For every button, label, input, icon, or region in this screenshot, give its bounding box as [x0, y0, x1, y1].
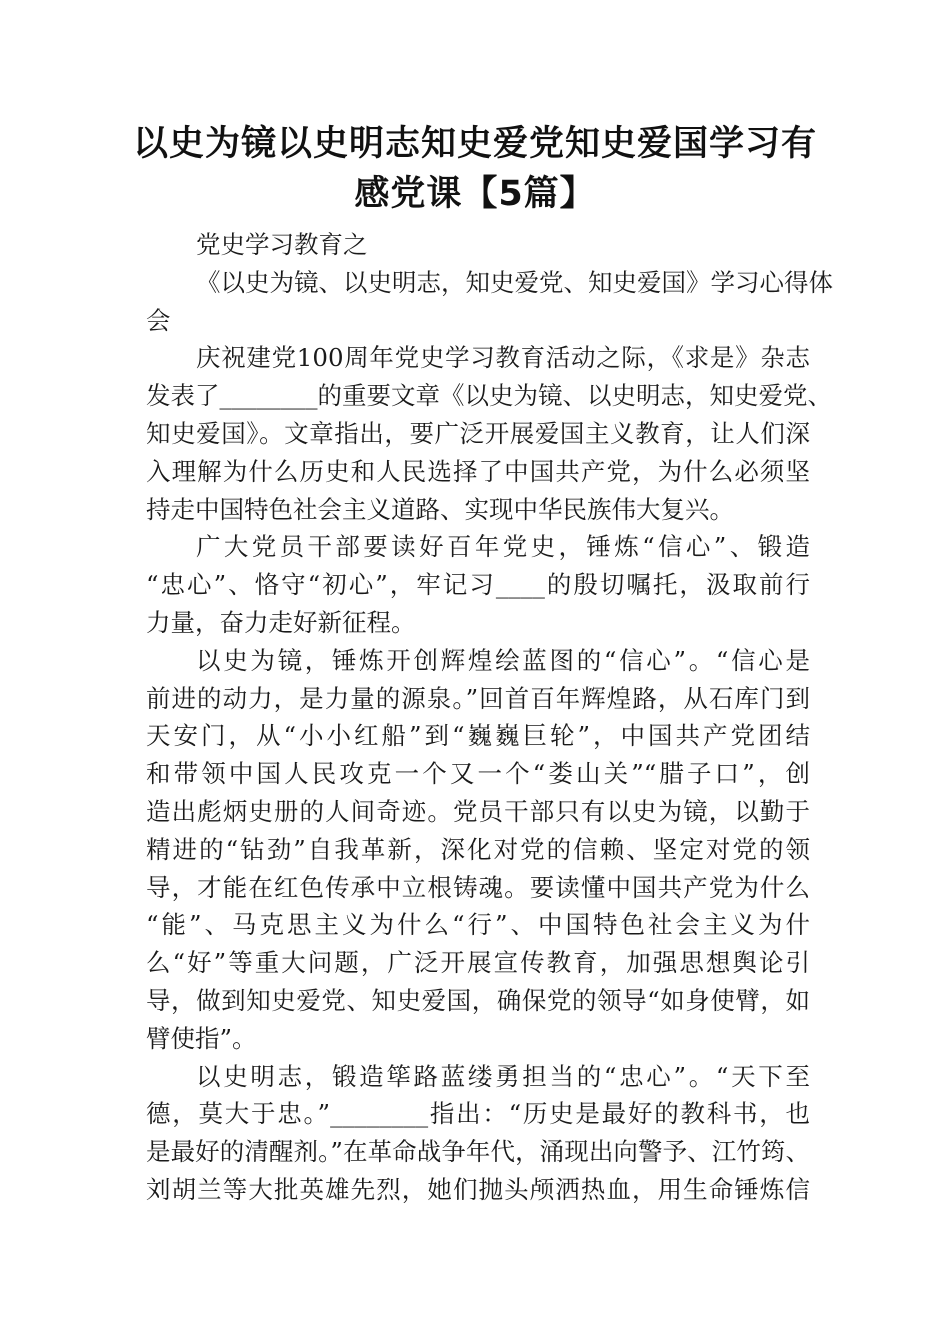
text-line: 《以史为镜、以史明志，知史爱党、知史爱国》学习心得体	[196, 267, 833, 297]
text-line: 以史明志，锻造筚路蓝缕勇担当的“忠心”。“天下至	[196, 1061, 810, 1091]
text-line: 造出彪炳史册的人间奇迹。党员干部只有以史为镜，以勤于	[146, 796, 810, 826]
text-line: 德，莫大于忠。”________指出：“历史是最好的教科书，也	[146, 1099, 810, 1129]
text-line: 入理解为什么历史和人民选择了中国共产党，为什么必须坚	[146, 456, 810, 486]
text-line: 导，才能在红色传承中立根铸魂。要读懂中国共产党为什么	[146, 872, 810, 902]
text-line: 和带领中国人民攻克一个又一个“娄山关”“腊子口”，创	[146, 759, 810, 789]
text-line: 前进的动力，是力量的源泉。”回首百年辉煌路，从石库门到	[146, 683, 810, 713]
text-line: “忠心”、恪守“初心”，牢记习____的殷切嘱托，汲取前行	[146, 570, 810, 600]
text-line: 庆祝建党100周年党史学习教育活动之际，《求是》杂志	[196, 343, 810, 373]
document-title-line-2: 感党课【5篇】	[354, 174, 596, 214]
document-body	[146, 226, 833, 1209]
text-line: “能”、马克思主义为什么“行”、中国特色社会主义为什	[146, 910, 810, 940]
text-line: 精进的“钻劲”自我革新，深化对党的信赖、坚定对党的领	[146, 834, 810, 864]
text-line: 么“好”等重大问题，广泛开展宣传教育，加强思想舆论引	[146, 948, 810, 978]
document-title-line-1: 以史为镜以史明志知史爱党知史爱国学习有	[132, 124, 817, 164]
text-line: 持走中国特色社会主义道路、实现中华民族伟大复兴。	[146, 494, 734, 524]
text-line: 以史为镜，锤炼开创辉煌绘蓝图的“信心”。“信心是	[196, 645, 810, 675]
text-line: 刘胡兰等大批英雄先烈，她们抛头颅洒热血，用生命锤炼信	[146, 1174, 810, 1204]
text-line: 是最好的清醒剂。”在革命战争年代，涌现出向警予、江竹筠、	[146, 1137, 810, 1167]
text-line: 党史学习教育之	[196, 230, 368, 259]
text-line: 知史爱国》。文章指出，要广泛开展爱国主义教育，让人们深	[146, 418, 810, 448]
text-line: 天安门，从“小小红船”到“巍巍巨轮”，中国共产党团结	[146, 721, 810, 751]
text-line: 力量，奋力走好新征程。	[146, 607, 416, 637]
text-line: 发表了________的重要文章《以史为镜、以史明志，知史爱党、	[146, 381, 832, 411]
text-line: 导，做到知史爱党、知史爱国，确保党的领导“如身使臂，如	[146, 985, 810, 1015]
text-line: 广大党员干部要读好百年党史，锤炼“信心”、锻造	[196, 532, 810, 562]
text-line: 会	[146, 305, 171, 335]
text-line: 臂使指”。	[146, 1023, 257, 1053]
